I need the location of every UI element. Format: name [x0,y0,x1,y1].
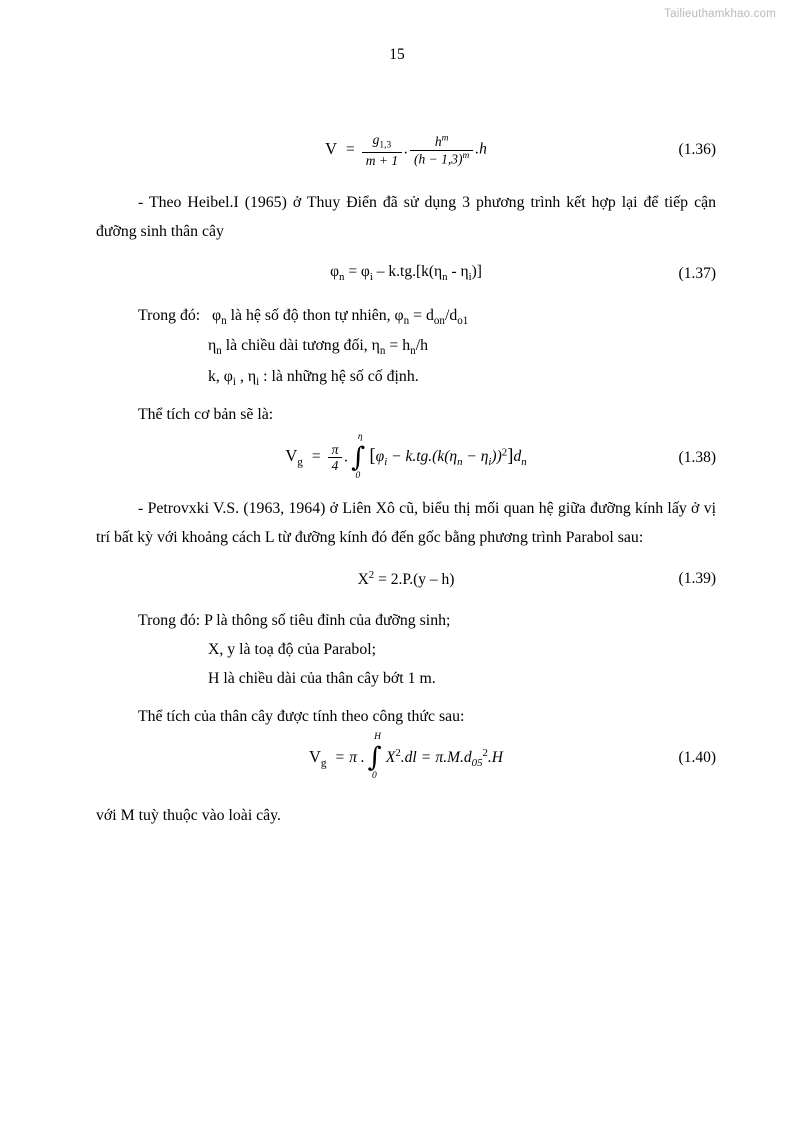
equation-1-40-body: $V_g = \pi$ . ∫ H 0 $X^2.dl = \pi.M.d_{05}^2.H$ [309,732,503,782]
equation-1-36 [96,132,716,168]
page-number: 15 [389,46,405,63]
paragraph-voi-m: với M tuỳ thuộc vào loài cây. [96,806,282,824]
paragraph-trongdo-1: Trong đó: $\varphi_n$ là hệ số độ thon tự nhiên, $\varphi_n = d_{on}/d_{o1}$ [138,306,469,327]
paragraph-heibel: - Theo Heibel.I (1965) ở Thuy Điển đã sử dụng 3 phương trình kết hợp lại để tiếp cận đưỡng sinh thân cây [96,194,716,241]
equation-1-40-tag: (1.40) [678,748,716,766]
equation-1-37-tag: (1.37) [678,264,716,282]
paragraph-thetich-than: Thể tích của thân cây được tính theo công thức sau: [138,707,465,725]
equation-1-38-body: $V_g$ = $\frac{\pi}{4}$ . ∫ η 0 $[\varphi_i - k.tg.(k(\eta_n - \eta_i))^2]d_n$ [285,431,527,481]
paragraph-trongdo-2-line1: Trong đó: P là thông số tiêu đỉnh của đưỡng sinh; [138,612,451,630]
paragraph-petrovxki: - Petrovxki V.S. (1963, 1964) ở Liên Xô cũ, biểu thị mối quan hệ giữa đưỡng kính lấy ở vị trí bất kỳ với khoảng cách L từ đưỡng kính đó đến gốc bằng phương trình Parabol sau: [96,499,716,546]
paragraph-trongdo-2-line3: H là chiều dài của thân cây bớt 1 m. [208,670,436,688]
integral-sign-2: ∫ H 0 [367,732,382,782]
equation-1-37 [96,259,716,289]
paragraph-thetich-coban: Thể tích cơ bản sẽ là: [138,406,274,424]
fraction-hm-over-h13m: $\frac{h^m}{(h - 1,3)^m}$ [410,134,473,167]
equation-1-40-lhs: $V_g$ [309,746,327,770]
equation-1-36-tag: (1.36) [678,141,716,159]
equation-1-38-tag: (1.38) [678,448,716,466]
watermark-text: Tailieuthamkhao.com [664,8,776,20]
equation-1-39 [96,564,716,594]
equation-1-36-body: V = $\frac{g_{1,3}}{m + 1}$ . $\frac{h^m}{(h - 1,3)^m}$ .h [325,132,487,168]
equation-1-40 [96,732,716,782]
equation-1-39-tag: (1.39) [678,570,716,588]
equation-1-37-body: $\varphi_n = \varphi_i - k.tg.[k(\eta_n - \eta_i)]$ [330,263,482,284]
equation-1-38-lhs: $V_g$ [285,446,303,469]
trongdo-label: Trong đó: [138,306,201,324]
paragraph-trongdo-1-line2: $\eta_n$ là chiều dài tương đối, $\eta_n = h_n/h$ [208,337,428,358]
fraction-pi-over-4: $\frac{\pi}{4}$ [328,442,343,474]
fraction-g13-over-m1: $\frac{g_{1,3}}{m + 1}$ [362,132,402,168]
equation-1-38 [96,431,716,481]
equation-1-36-lhs: V [325,138,337,158]
page-content [96,120,716,830]
equation-1-39-body: $X^2 = 2.P.(y - h)$ [357,568,455,589]
paragraph-trongdo-2-line2: X, y là toạ độ của Parabol; [208,641,377,659]
integral-sign: ∫ η 0 [351,431,366,481]
paragraph-trongdo-1-line3: k, $\varphi_i$ , $\eta_i$ : là những hệ số cố định. [208,367,419,388]
